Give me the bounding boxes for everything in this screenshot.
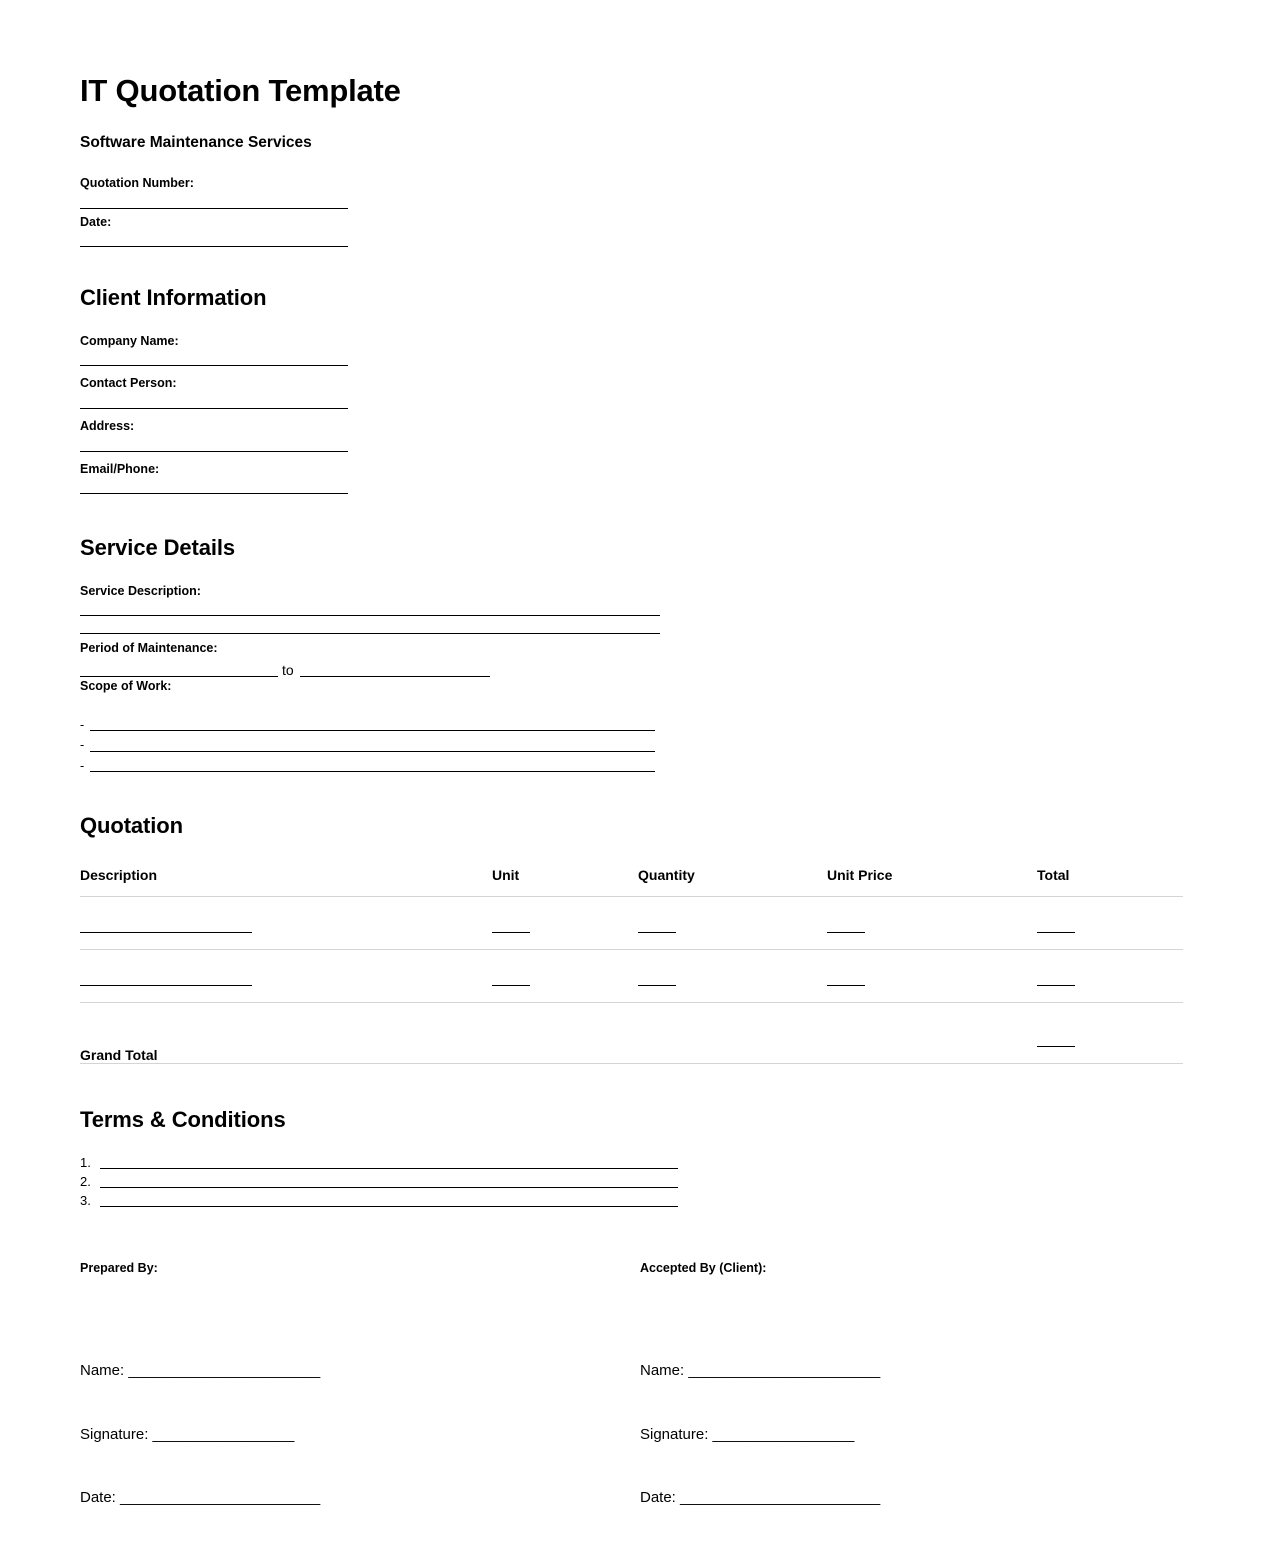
prepared-by-signature-field[interactable]: Signature: _________________ [80,1425,295,1443]
company-name-field [80,334,1183,367]
grand-total-qty-cell [638,1002,827,1063]
period-from-input[interactable] [80,662,278,677]
accepted-by-fields [640,1317,1160,1551]
row-1-unit-price-input[interactable] [827,932,865,933]
grand-total-input[interactable] [1037,1046,1075,1047]
column-header-description: Description [80,867,492,897]
row-2-unit-price-input[interactable] [827,985,865,986]
address-label: Address: [80,418,135,433]
terms-and-conditions-section [80,1106,1183,1208]
row-1-description-input[interactable] [80,932,252,933]
scope-of-work-list [80,719,1183,773]
accepted-by-block [640,1261,1160,1551]
scope-of-work-item [80,739,1183,752]
contact-person-input[interactable] [80,408,348,409]
scope-bullet-dash: - [80,758,85,773]
terms-list [80,1156,1183,1207]
table-row [80,896,1183,949]
row-1-unit-input[interactable] [492,932,530,933]
period-of-maintenance-field [80,641,1183,677]
list-item [80,1175,1183,1188]
row-2-total-input[interactable] [1037,985,1075,986]
scope-of-work-input-3[interactable] [90,761,655,772]
email-phone-input[interactable] [80,493,348,494]
prepared-by-fields [80,1317,640,1551]
accepted-by-signature-field[interactable]: Signature: _________________ [640,1425,855,1443]
scope-of-work-input-1[interactable] [90,720,655,731]
email-phone-label: Email/Phone: [80,461,160,476]
service-description-label: Service Description: [80,583,201,598]
list-item [80,1156,1183,1169]
client-information-section [80,284,1183,494]
quotation-table [80,867,1183,1064]
contact-person-label: Contact Person: [80,376,177,391]
period-of-maintenance-label: Period of Maintenance: [80,641,218,656]
accepted-by-title: Accepted By (Client): [640,1261,767,1276]
contact-person-field [80,376,1183,409]
grand-total-label: Grand Total [80,1002,492,1063]
column-header-total: Total [1037,867,1183,897]
email-phone-field [80,462,1183,495]
term-input-1[interactable] [100,1157,678,1169]
scope-bullet-dash: - [80,738,85,753]
scope-of-work-input-2[interactable] [90,741,655,752]
table-row [80,949,1183,1002]
row-1-total-input[interactable] [1037,932,1075,933]
service-description-field [80,584,1183,635]
address-input[interactable] [80,451,348,452]
list-item [80,1194,1183,1207]
scope-of-work-field [80,679,1183,772]
page-title: IT Quotation Template [80,73,401,108]
row-2-description-input[interactable] [80,985,252,986]
scope-bullet-dash: - [80,717,85,732]
table-header-row [80,867,1183,897]
prepared-by-name-field[interactable]: Name: _______________________ [80,1361,321,1379]
document-subtitle: Software Maintenance Services [80,133,312,151]
term-input-3[interactable] [100,1195,678,1207]
terms-and-conditions-heading: Terms & Conditions [80,1106,286,1132]
quotation-number-field [80,176,1183,209]
grand-total-unit-cell [492,1002,638,1063]
quotation-date-label: Date: [80,214,112,229]
row-2-unit-input[interactable] [492,985,530,986]
accepted-by-date-field[interactable]: Date: ________________________ [640,1489,881,1507]
row-2-quantity-input[interactable] [638,985,676,986]
quotation-date-input[interactable] [80,246,348,247]
quotation-date-field [80,215,1183,248]
company-name-input[interactable] [80,365,348,366]
service-description-input-line-1[interactable] [80,615,660,616]
quotation-number-input[interactable] [80,208,348,209]
period-separator-label: to [282,662,294,679]
service-details-section [80,534,1183,772]
term-number-3: 3. [80,1193,91,1209]
grand-total-price-cell [827,1002,1037,1063]
scope-of-work-label: Scope of Work: [80,679,172,694]
company-name-label: Company Name: [80,333,179,348]
address-field [80,419,1183,452]
signature-section [80,1261,1183,1551]
period-to-input[interactable] [300,662,490,677]
document-body [80,72,1183,1551]
column-header-quantity: Quantity [638,867,827,897]
prepared-by-block [80,1261,640,1551]
client-information-heading: Client Information [80,285,267,311]
period-of-maintenance-range [80,662,1183,677]
prepared-by-date-field[interactable]: Date: ________________________ [80,1489,321,1507]
quotation-heading: Quotation [80,813,183,839]
scope-of-work-item [80,719,1183,732]
service-details-heading: Service Details [80,535,236,561]
term-input-2[interactable] [100,1176,678,1188]
quotation-section [80,812,1183,1064]
term-number-1: 1. [80,1155,91,1171]
row-1-quantity-input[interactable] [638,932,676,933]
grand-total-row [80,1002,1183,1063]
prepared-by-title: Prepared By: [80,1261,158,1276]
column-header-unit-price: Unit Price [827,867,1037,897]
accepted-by-name-field[interactable]: Name: _______________________ [640,1361,881,1379]
column-header-unit: Unit [492,867,638,897]
scope-of-work-item [80,760,1183,773]
quotation-number-label: Quotation Number: [80,175,194,190]
service-description-input-line-2[interactable] [80,633,660,634]
term-number-2: 2. [80,1174,91,1190]
